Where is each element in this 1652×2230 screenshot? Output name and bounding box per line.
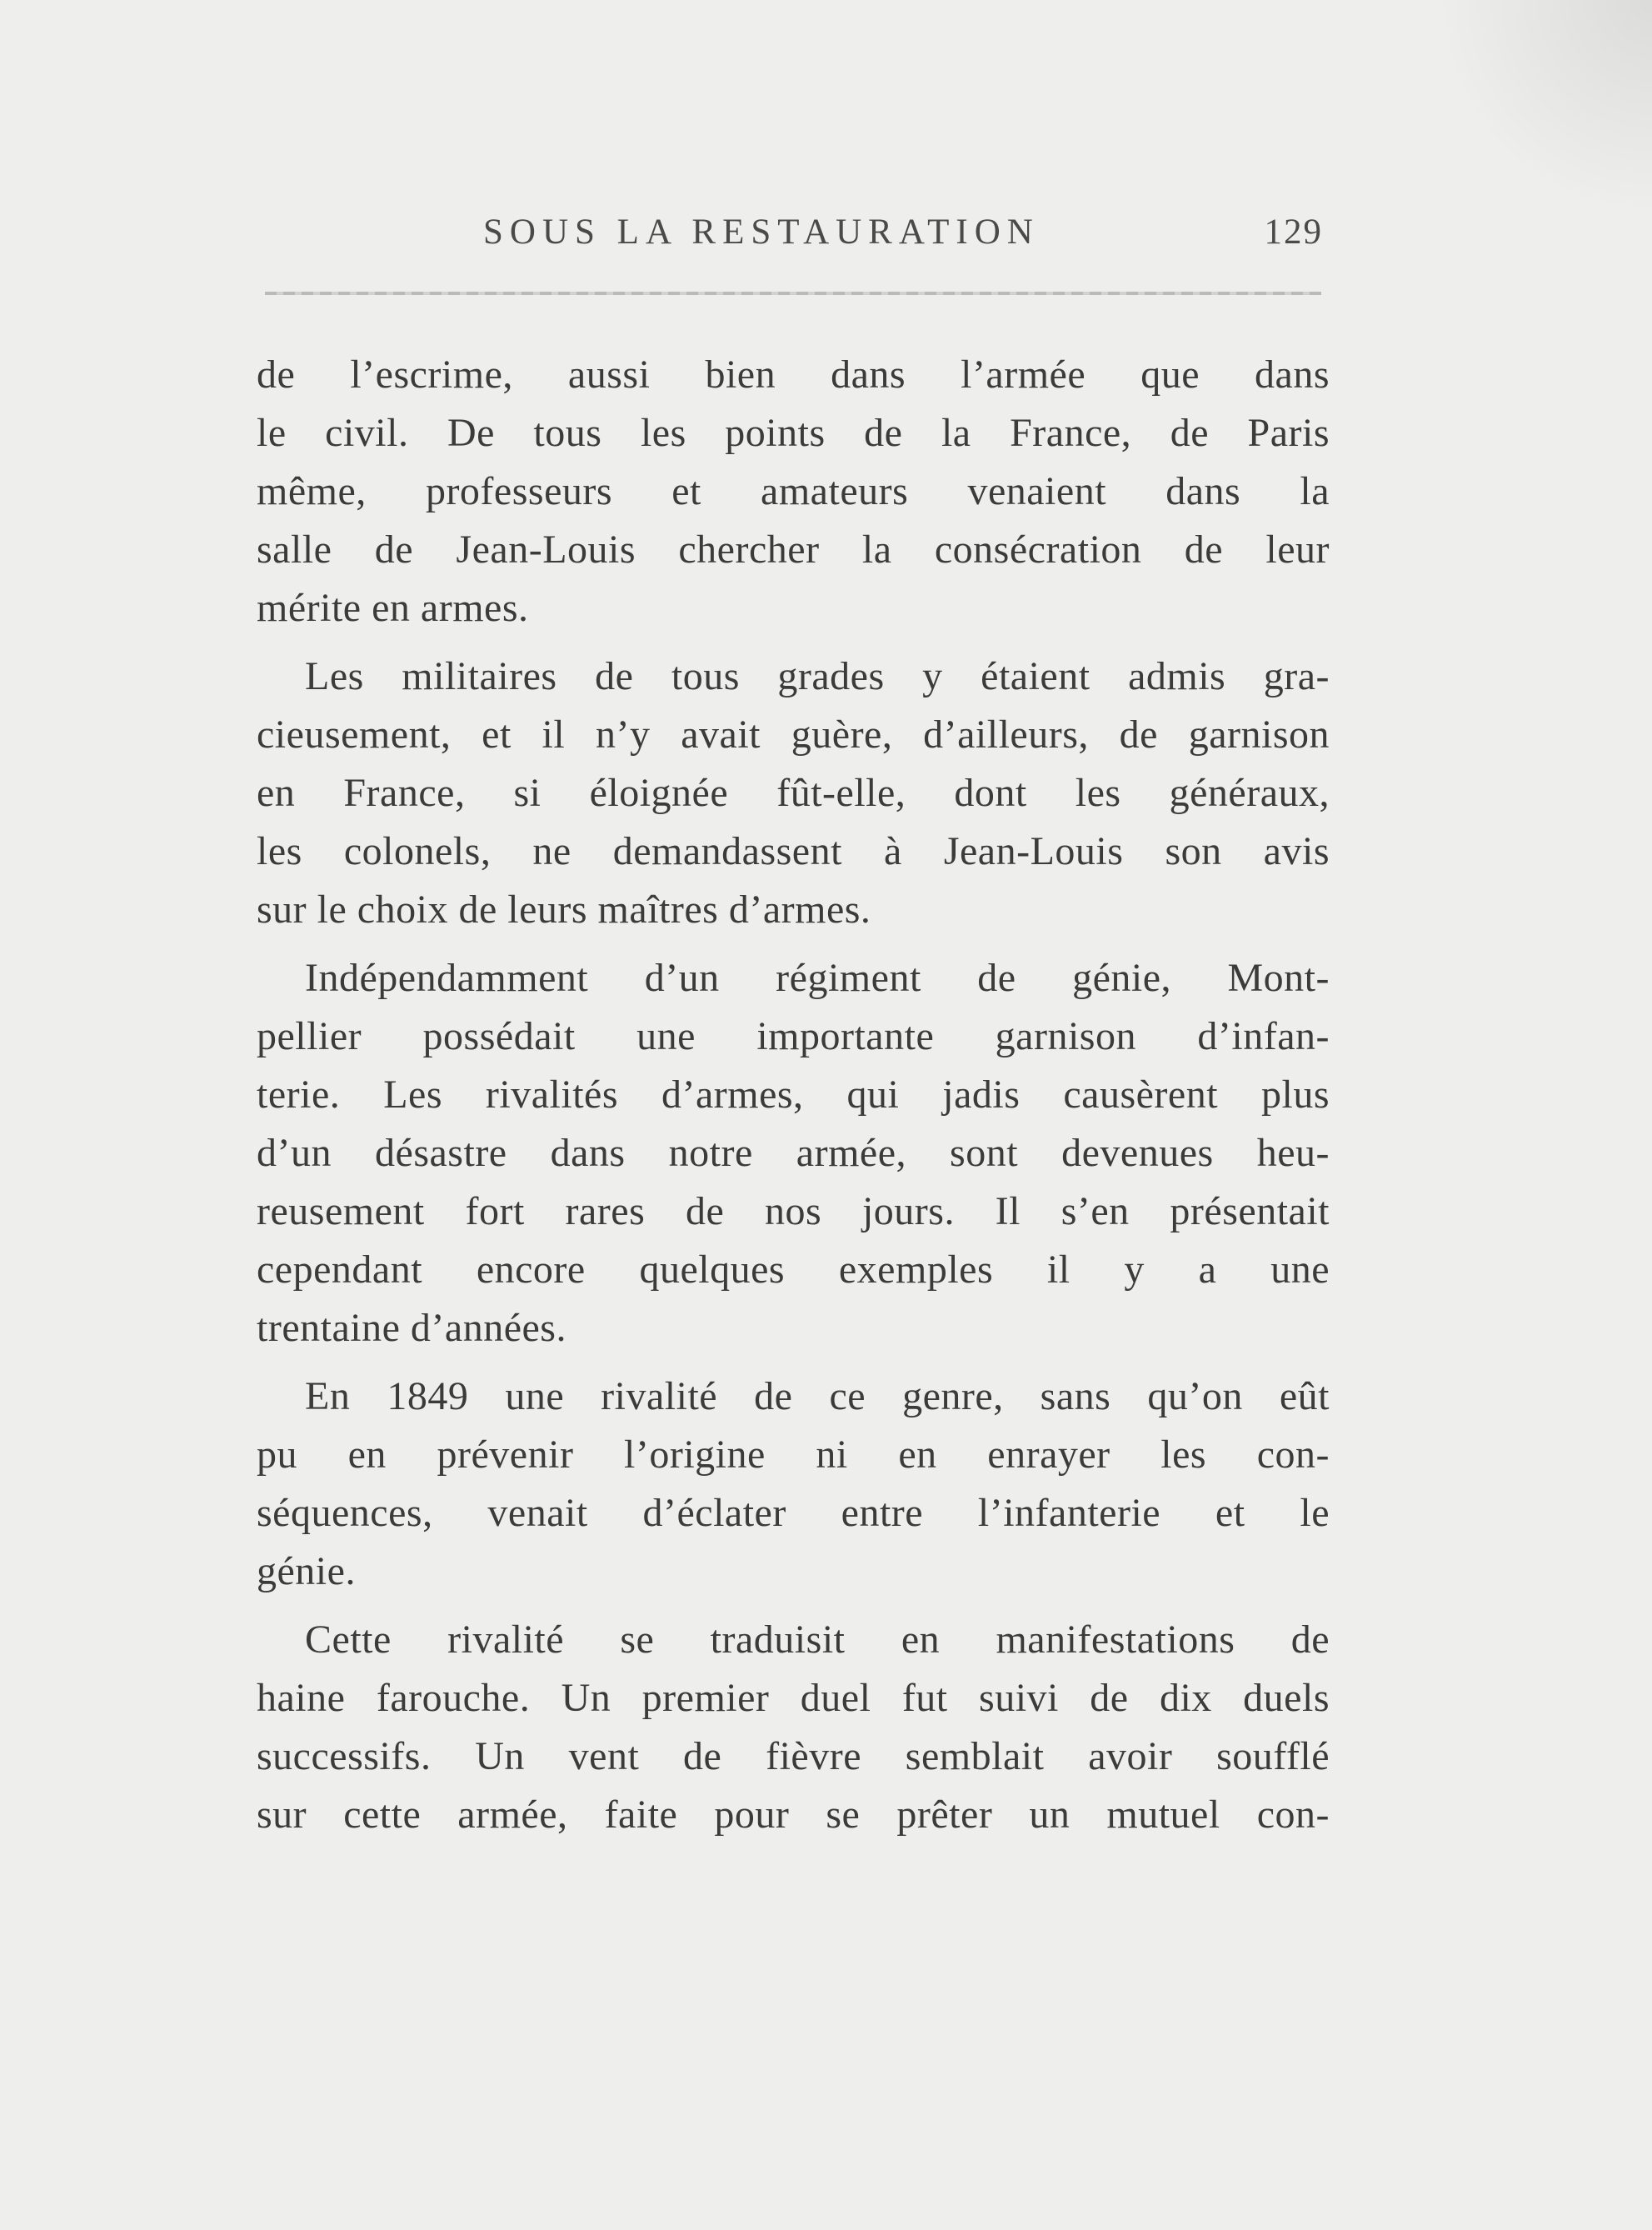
text-line: les colonels, ne demandassent à Jean-Louis son avis bbox=[257, 829, 1330, 873]
text-line: sur le choix de leurs maîtres d’armes. bbox=[257, 888, 871, 932]
text-line: génie. bbox=[257, 1549, 356, 1593]
text-line: reusement fort rares de nos jours. Il s’en présentait bbox=[257, 1189, 1330, 1233]
text-line: Cette rivalité se traduisit en manifestations de bbox=[305, 1618, 1330, 1662]
text-line: salle de Jean-Louis chercher la consécration de leur bbox=[257, 528, 1330, 572]
text-line: trentaine d’années. bbox=[257, 1306, 566, 1350]
running-title: SOUS LA RESTAURATION bbox=[483, 212, 1040, 252]
text-line: cependant encore quelques exemples il y a une bbox=[257, 1248, 1330, 1292]
header-rule bbox=[265, 292, 1321, 295]
page-number: 129 bbox=[1264, 212, 1323, 252]
body-text bbox=[257, 350, 1330, 2017]
text-line: cieusement, et il n’y avait guère, d’ailleurs, de garnison bbox=[257, 712, 1330, 757]
text-line: le civil. De tous les points de la France, de Paris bbox=[257, 411, 1330, 455]
text-line: même, professeurs et amateurs venaient dans la bbox=[257, 469, 1330, 513]
text-line: terie. Les rivalités d’armes, qui jadis causèrent plus bbox=[257, 1072, 1330, 1117]
text-line: en France, si éloignée fût-elle, dont les généraux, bbox=[257, 771, 1330, 815]
running-head bbox=[258, 212, 1325, 262]
text-line: pu en prévenir l’origine ni en enrayer les con- bbox=[257, 1432, 1330, 1477]
text-line: successifs. Un vent de fièvre semblait avoir soufflé bbox=[257, 1734, 1330, 1778]
text-line: mérite en armes. bbox=[257, 586, 529, 630]
text-line: de l’escrime, aussi bien dans l’armée que dans bbox=[257, 352, 1330, 397]
text-line: Indépendamment d’un régiment de génie, Mont- bbox=[305, 956, 1330, 1000]
text-line: d’un désastre dans notre armée, sont devenues heu- bbox=[257, 1131, 1330, 1175]
text-line: séquences, venait d’éclater entre l’infanterie et le bbox=[257, 1491, 1330, 1535]
text-line: En 1849 une rivalité de ce genre, sans qu’on eût bbox=[305, 1374, 1330, 1418]
text-line: haine farouche. Un premier duel fut suivi de dix duels bbox=[257, 1676, 1330, 1720]
page-shadow bbox=[1435, 0, 1652, 217]
text-line: sur cette armée, faite pour se prêter un mutuel con- bbox=[257, 1792, 1330, 1837]
text-line: Les militaires de tous grades y étaient admis gra- bbox=[305, 654, 1330, 698]
text-line: pellier possédait une importante garnison d’infan- bbox=[257, 1014, 1330, 1058]
